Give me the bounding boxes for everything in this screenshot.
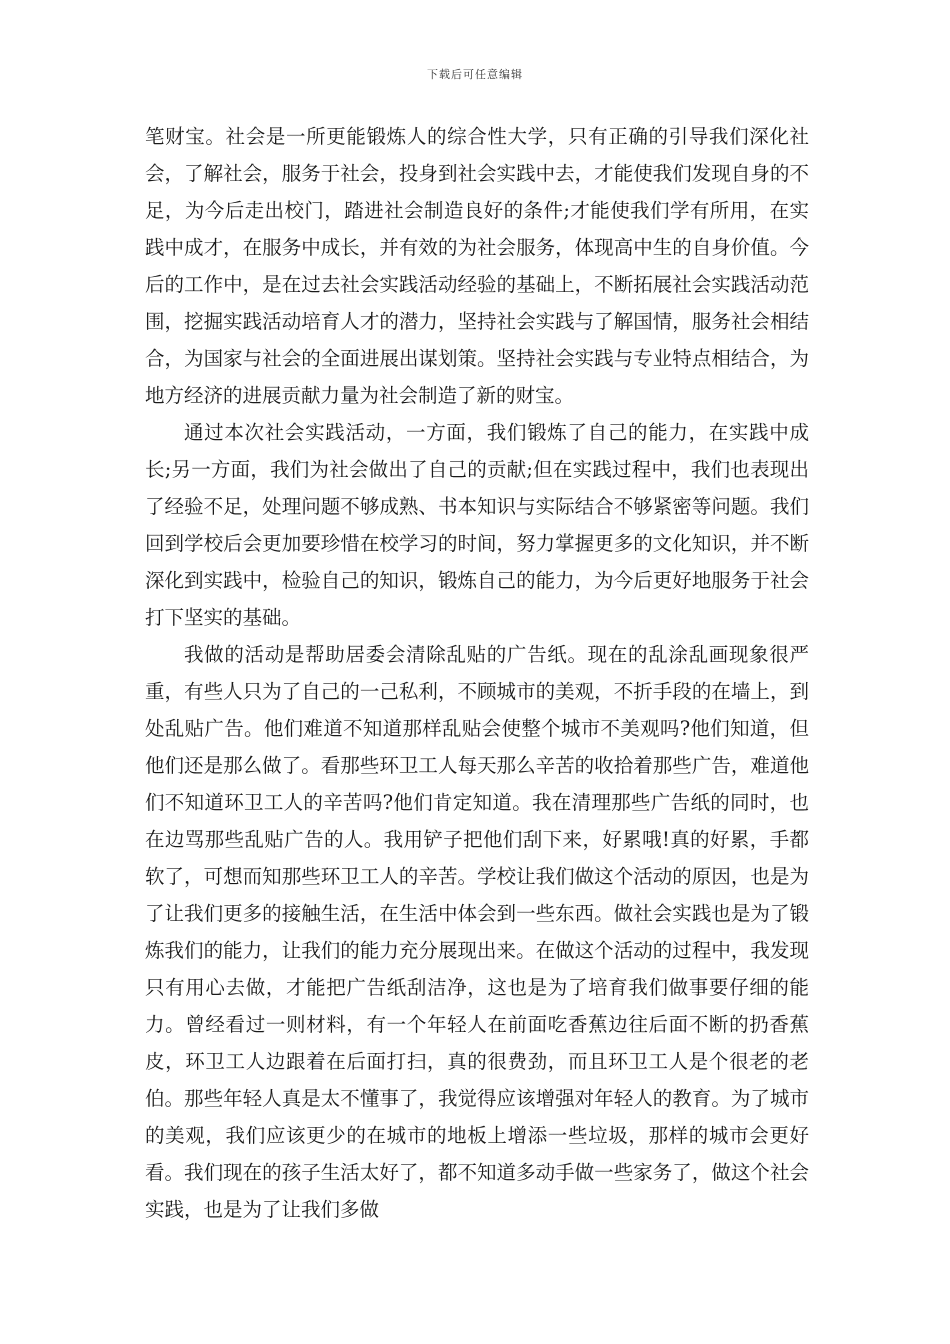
document-body: [145, 118, 809, 1228]
page-header: 下载后可任意编辑: [427, 68, 523, 81]
paragraph-2: 通过本次社会实践活动，一方面，我们锻炼了自己的能力，在实践中成长;另一方面，我们为社会做出了自己的贡献;但在实践过程中，我们也表现出了经验不足，处理问题不够成熟、书本知识与实际结合不够紧密等问题。我们回到学校后会更加要珍惜在校学习的时间，努力掌握更多的文化知识，并不断深化到实践中，检验自己的知识，锻炼自己的能力，为今后更好地服务于社会打下坚实的基础。: [145, 421, 809, 629]
paragraph-3: 我做的活动是帮助居委会清除乱贴的广告纸。现在的乱涂乱画现象很严重，有些人只为了自己的一己私利，不顾城市的美观，不折手段的在墙上，到处乱贴广告。他们难道不知道那样乱贴会使整个城市不美观吗?他们知道，但他们还是那么做了。看那些环卫工人每天那么辛苦的收拾着那些广告，难道他们不知道环卫工人的辛苦吗?他们肯定知道。我在清理那些广告纸的同时，也在边骂那些乱贴广告的人。我用铲子把他们刮下来，好累哦!真的好累，手都软了，可想而知那些环卫工人的辛苦。学校让我们做这个活动的原因，也是为了让我们更多的接触生活，在生活中体会到一些东西。做社会实践也是为了锻炼我们的能力，让我们的能力充分展现出来。在做这个活动的过程中，我发现只有用心去做，才能把广告纸刮洁净，这也是为了培育我们做事要仔细的能力。曾经看过一则材料，有一个年轻人在前面吃香蕉边往后面不断的扔香蕉皮，环卫工人边跟着在后面打扫，真的很费劲，而且环卫工人是个很老的老伯。那些年轻人真是太不懂事了，我觉得应该增强对年轻人的教育。为了城市的美观，我们应该更少的在城市的地板上增添一些垃圾，那样的城市会更好看。我们现在的孩子生活太好了，都不知道多动手做一些家务了，做这个社会实践，也是为了让我们多做: [145, 643, 809, 1221]
paragraph-1: 笔财宝。社会是一所更能锻炼人的综合性大学，只有正确的引导我们深化社会，了解社会，服务于社会，投身到社会实践中去，才能使我们发现自身的不足，为今后走出校门，踏进社会制造良好的条件;才能使我们学有所用，在实践中成才，在服务中成长，并有效的为社会服务，体现高中生的自身价值。今后的工作中，是在过去社会实践活动经验的基础上，不断拓展社会实践活动范围，挖掘实践活动培育人才的潜力，坚持社会实践与了解国情，服务社会相结合，为国家与社会的全面进展出谋划策。坚持社会实践与专业特点相结合，为地方经济的进展贡献力量为社会制造了新的财宝。: [145, 125, 809, 407]
